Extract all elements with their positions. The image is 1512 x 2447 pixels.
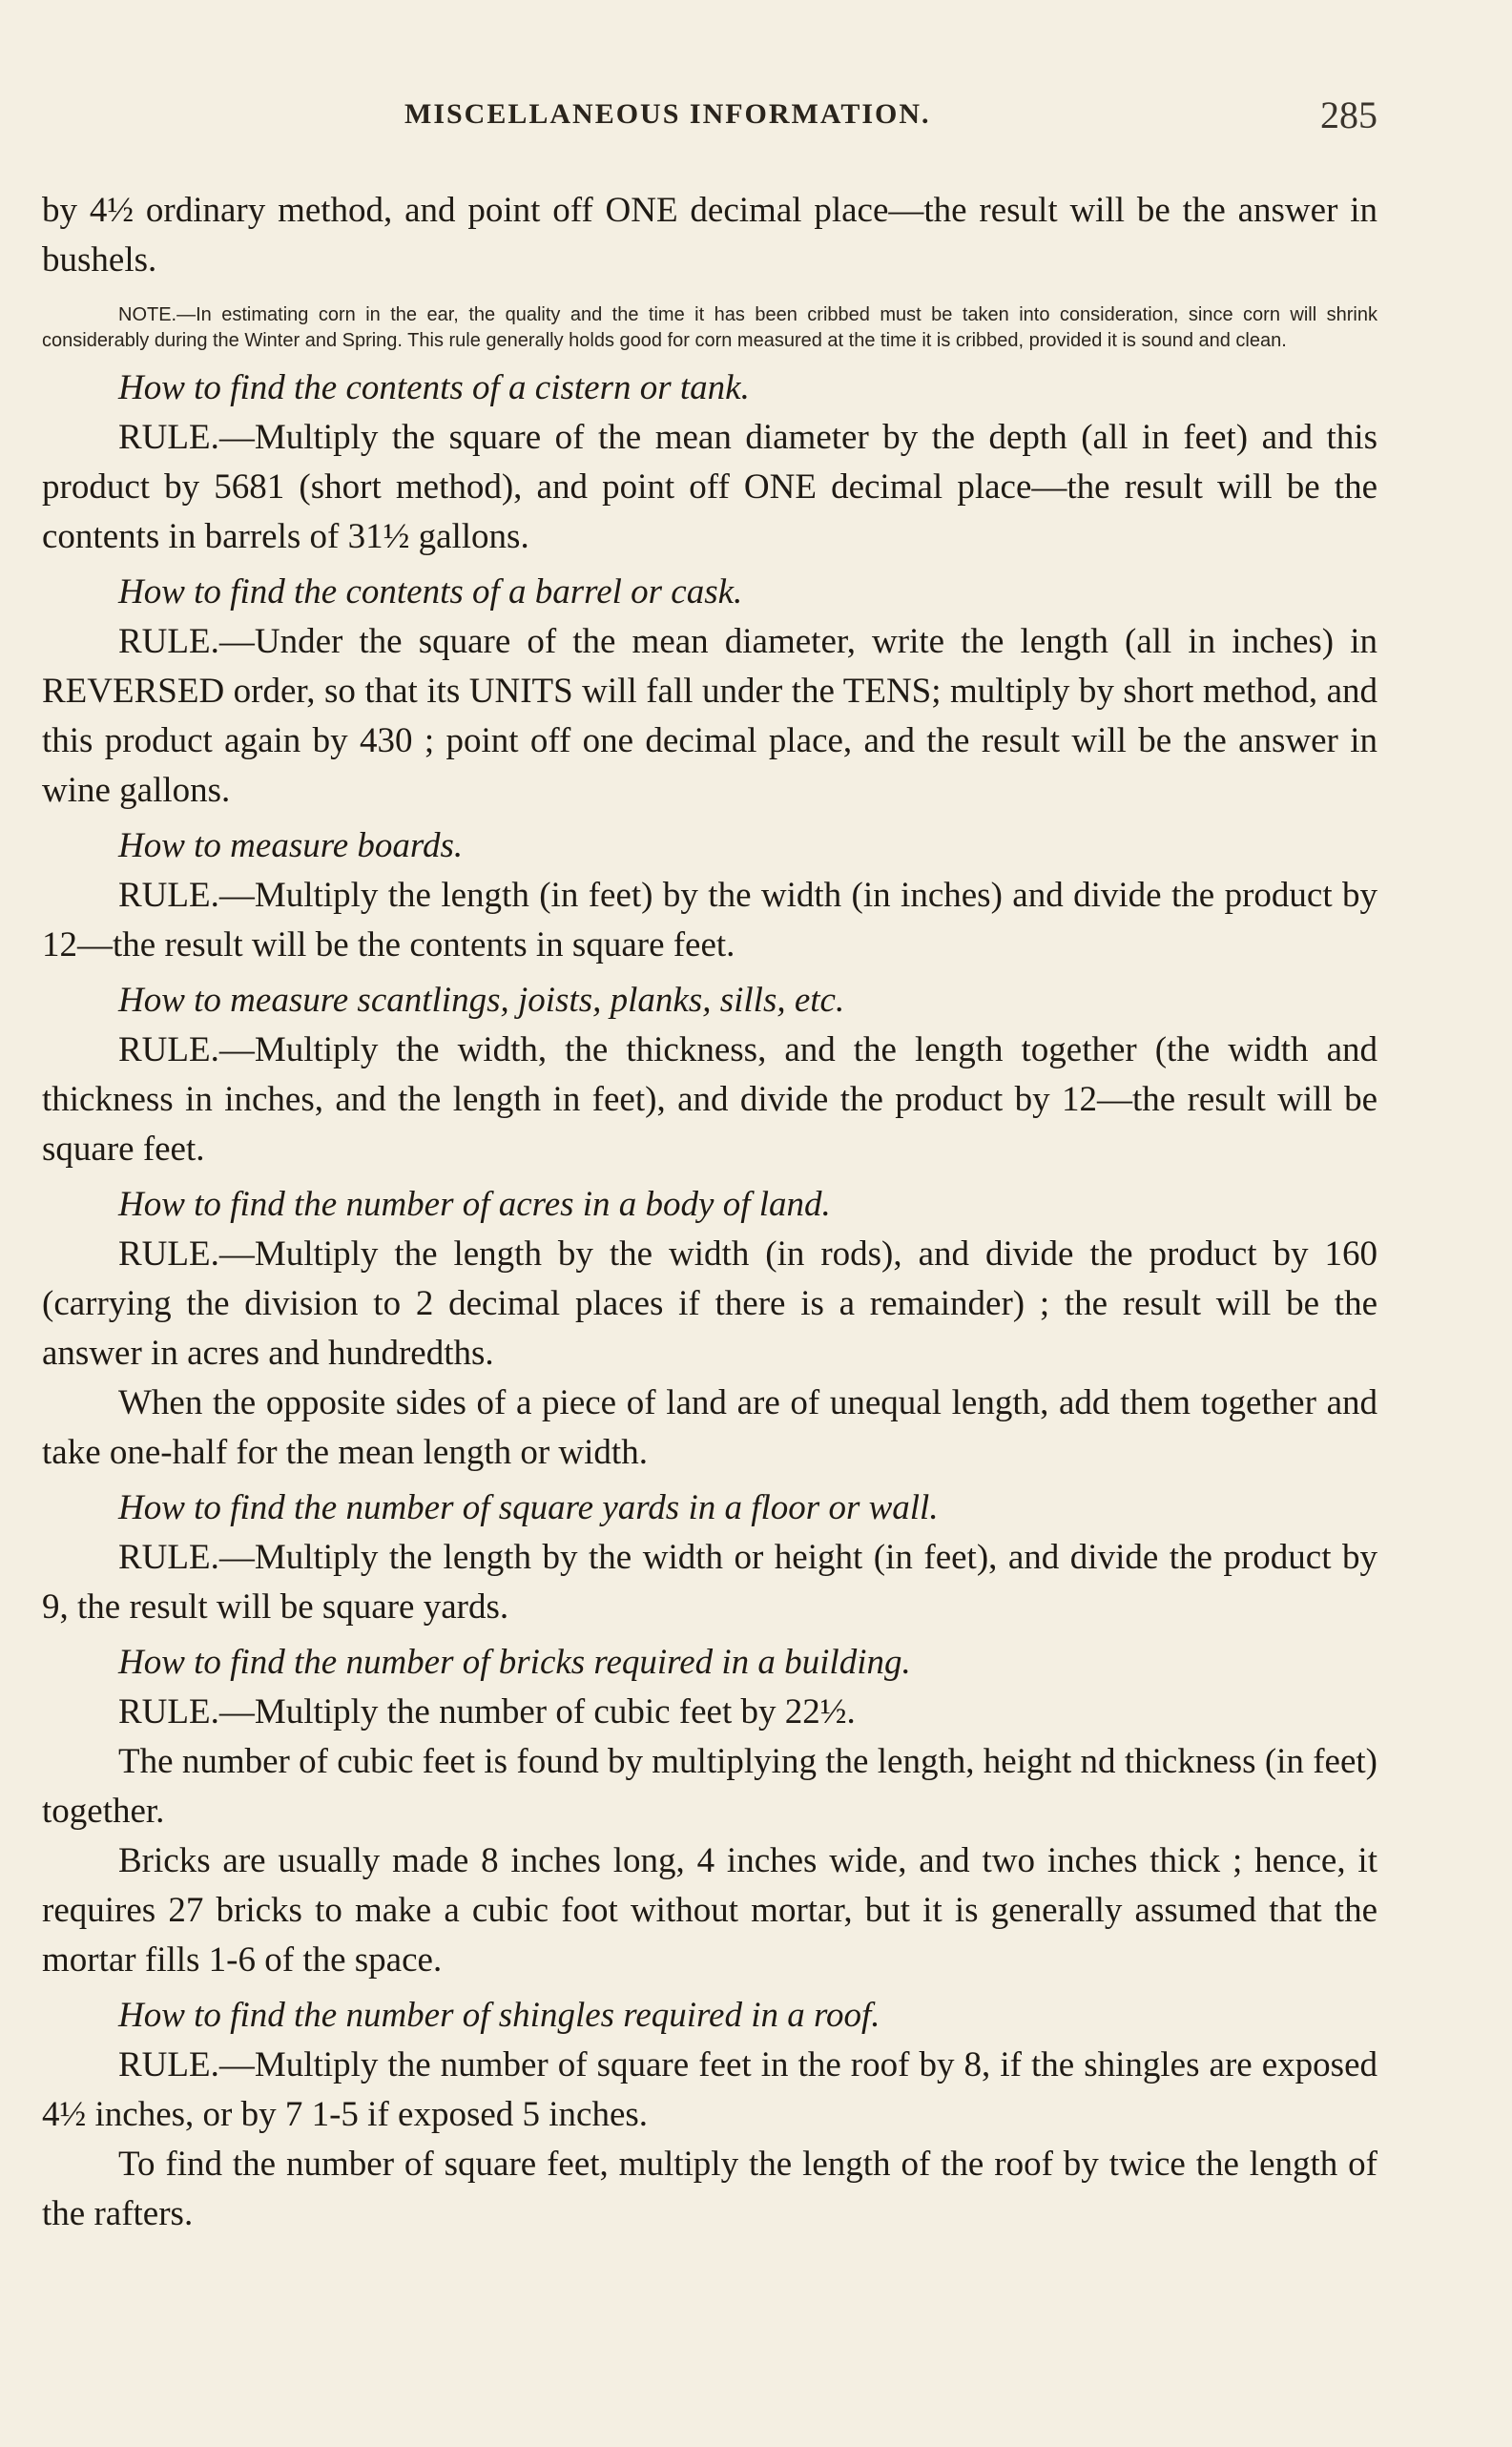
page-number: 285	[1320, 93, 1377, 136]
body-paragraph: To find the number of square feet, multiply the length of the roof by twice the length of the rafters.	[42, 2145, 1377, 2233]
rule-paragraph: RULE.—Multiply the length by the width or height (in feet), and divide the product by 9, the result will be square yards.	[42, 1538, 1377, 1627]
page-header	[42, 93, 1377, 146]
page-body	[42, 186, 1377, 2239]
section-heading-scantlings: How to measure scantlings, joists, planks, sills, etc.	[118, 981, 845, 1020]
section-heading-barrel: How to find the contents of a barrel or cask.	[118, 572, 743, 612]
continuation-paragraph: by 4½ ordinary method, and point off ONE decimal place—the result will be the answer in bushels.	[42, 191, 1377, 280]
section-heading-shingles: How to find the number of shingles required in a roof.	[118, 1996, 880, 2035]
section-heading-cistern: How to find the contents of a cistern or tank.	[118, 368, 750, 407]
rule-paragraph: RULE.—Multiply the length (in feet) by the width (in inches) and divide the product by 12—the result will be the contents in square feet.	[42, 876, 1377, 964]
section-heading-square-yards: How to find the number of square yards in a floor or wall.	[118, 1488, 939, 1527]
rule-paragraph: RULE.—Multiply the width, the thickness, and the length together (the width and thickness in inches, and the length in feet), and divide the product by 12—the result will be square feet.	[42, 1030, 1377, 1169]
section-heading-acres: How to find the number of acres in a body of land.	[118, 1185, 831, 1224]
rule-paragraph: RULE.—Multiply the square of the mean diameter by the depth (all in feet) and this product by 5681 (short method), and point off ONE decimal place—the result will be the contents in barrels of 31½ gallons.	[42, 418, 1377, 556]
body-paragraph: When the opposite sides of a piece of land are of unequal length, add them together and take one-half for the mean length or width.	[42, 1383, 1377, 1472]
section-heading-boards: How to measure boards.	[118, 826, 464, 865]
rule-paragraph: RULE.—Multiply the number of cubic feet by 22½.	[118, 1692, 856, 1732]
running-title: MISCELLANEOUS INFORMATION.	[404, 98, 931, 130]
body-paragraph: Bricks are usually made 8 inches long, 4 inches wide, and two inches thick ; hence, it requires 27 bricks to make a cubic foot without mortar, but it is generally assumed that the mortar fills 1-6 of the space.	[42, 1841, 1377, 1980]
section-heading-bricks: How to find the number of bricks required in a building.	[118, 1643, 911, 1682]
note-paragraph: NOTE.—In estimating corn in the ear, the quality and the time it has been cribbed must be taken into consideration, since corn will shrink considerably during the Winter and Spring. This rule generally holds good for corn measured at the time it is cribbed, provided it is sound and clean.	[42, 304, 1377, 351]
body-paragraph: The number of cubic feet is found by multiplying the length, height nd thickness (in feet) together.	[42, 1742, 1377, 1831]
rule-paragraph: RULE.—Under the square of the mean diameter, write the length (all in inches) in REVERSED order, so that its UNITS will fall under the TENS; multiply by short method, and this product again by 430 ; point off one decimal place, and the result will be the answer in wine gallons.	[42, 622, 1377, 810]
rule-paragraph: RULE.—Multiply the length by the width (in rods), and divide the product by 160 (carrying the division to 2 decimal places if there is a remainder) ; the result will be the answer in acres and hundredths.	[42, 1234, 1377, 1373]
rule-paragraph: RULE.—Multiply the number of square feet in the roof by 8, if the shingles are exposed 4½ inches, or by 7 1-5 if exposed 5 inches.	[42, 2045, 1377, 2134]
